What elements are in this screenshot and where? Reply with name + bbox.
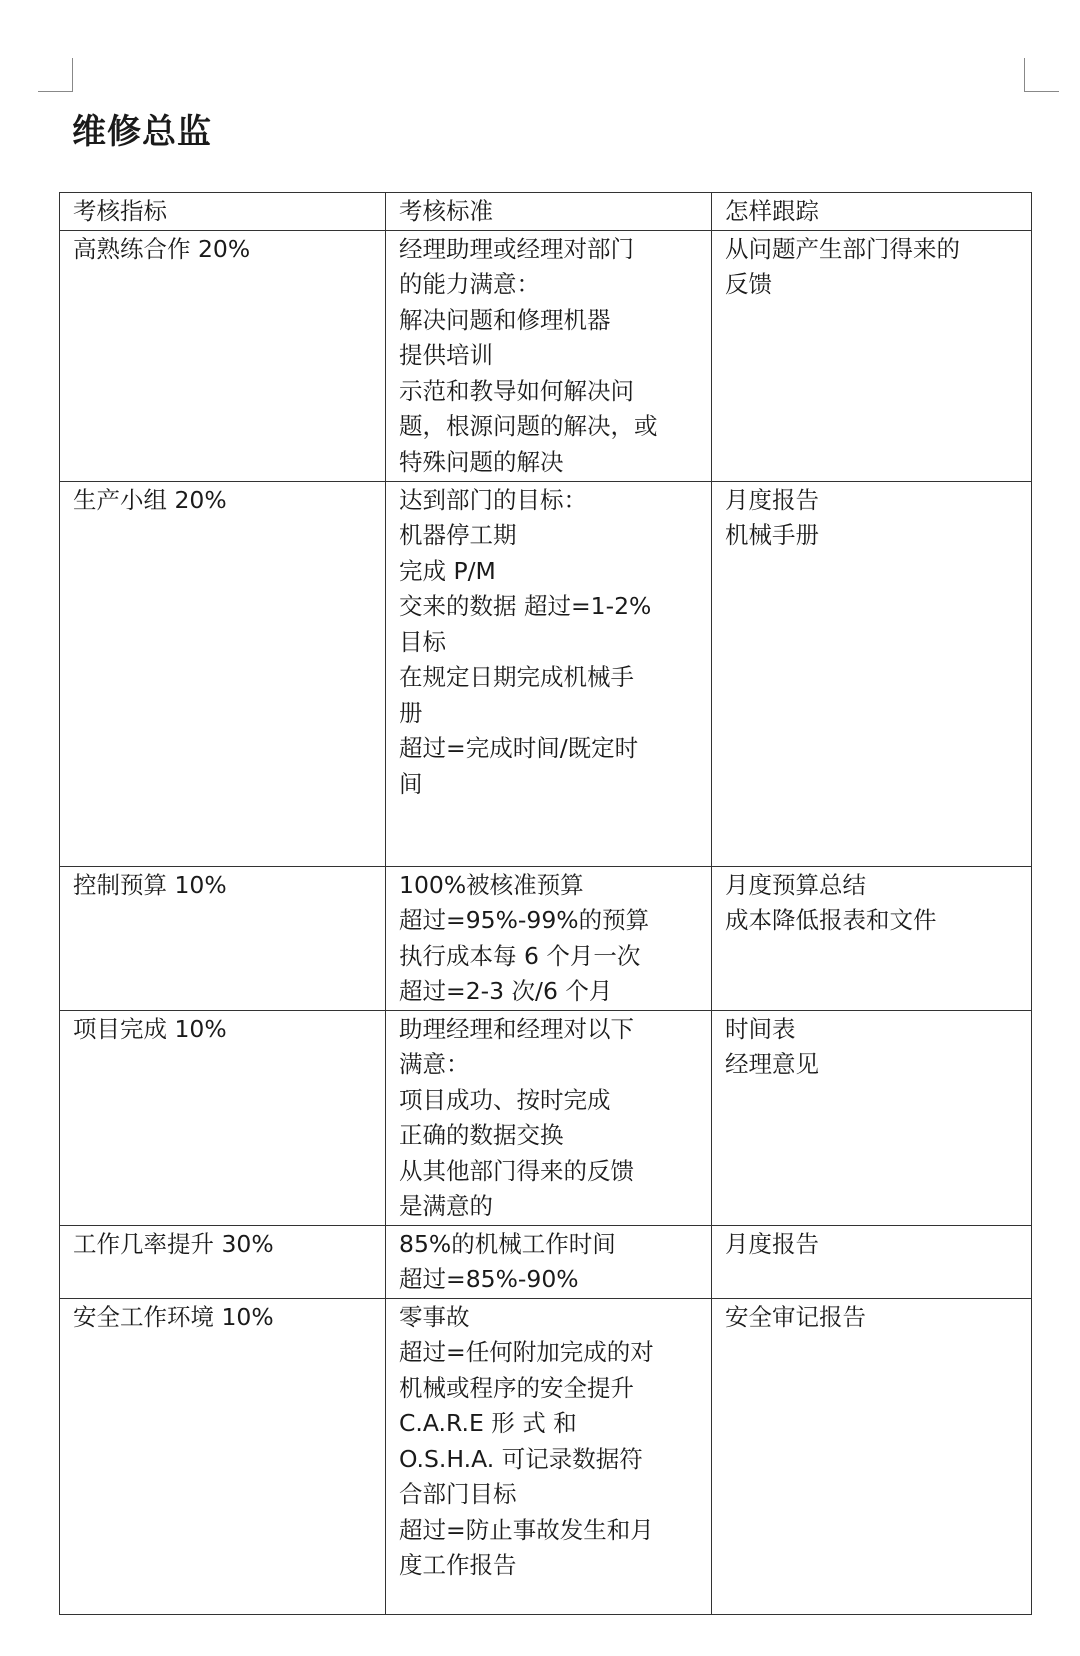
standard-line: 目标 (399, 627, 446, 656)
standard-cell (386, 230, 712, 481)
standard-line: 机器停工期 (399, 521, 517, 549)
tracking-line: 经理意见 (725, 1050, 819, 1078)
standard-line: 册 (399, 698, 423, 727)
standard-line: 解决问题和修理机器 (399, 305, 611, 334)
tracking-line: 月度预算总结 (725, 870, 866, 899)
header-indicator: 考核指标 (60, 193, 386, 231)
table-row (60, 1298, 1032, 1614)
standard-line: 经理助理或经理对部门 (399, 234, 634, 263)
standard-line: O.S.H.A. 可记录数据符 (399, 1444, 643, 1473)
indicator-cell: 高熟练合作 20% (60, 230, 386, 481)
table-row (60, 230, 1032, 481)
standard-line: 题，根源问题的解决，或 (399, 412, 658, 440)
indicator-cell: 控制预算 10% (60, 866, 386, 1010)
standard-line: 交来的数据 超过=1-2% (399, 592, 652, 620)
standard-cell (386, 1010, 712, 1225)
standard-line: C.A.R.E 形 式 和 (399, 1409, 577, 1437)
standard-line: 项目成功、按时完成 (399, 1085, 611, 1114)
standard-line: 满意： (399, 1050, 470, 1078)
tracking-line: 反馈 (725, 270, 772, 298)
standard-line: 是满意的 (399, 1192, 493, 1220)
page-corner-mark-right (1024, 58, 1059, 92)
standard-line: 超过=完成时间/既定时 (399, 734, 639, 762)
standard-cell (386, 1298, 712, 1614)
standard-line: 正确的数据交换 (399, 1121, 564, 1149)
table-row (60, 1225, 1032, 1298)
document-title: 维修总监 (72, 112, 212, 152)
tracking-cell (712, 866, 1032, 1010)
standard-line: 在规定日期完成机械手 (399, 663, 634, 691)
tracking-line: 月度报告 (725, 1229, 819, 1258)
standard-line: 超过=2-3 次/6 个月 (399, 977, 613, 1005)
indicator-cell: 生产小组 20% (60, 481, 386, 866)
standard-line: 从其他部门得来的反馈 (399, 1156, 634, 1185)
standard-line: 度工作报告 (399, 1551, 517, 1579)
standard-line: 超过=任何附加完成的对 (399, 1338, 654, 1366)
standard-line: 超过=95%-99%的预算 (399, 906, 650, 934)
table-row (60, 481, 1032, 866)
indicator-cell: 项目完成 10% (60, 1010, 386, 1225)
table-header-row (60, 193, 1032, 231)
standard-line: 机械或程序的安全提升 (399, 1373, 634, 1402)
header-standard: 考核标准 (386, 193, 712, 231)
standard-line: 助理经理和经理对以下 (399, 1014, 634, 1043)
tracking-cell (712, 1010, 1032, 1225)
standard-cell (386, 481, 712, 866)
tracking-line: 时间表 (725, 1014, 796, 1043)
standard-line: 特殊问题的解决 (399, 447, 564, 476)
standard-line: 执行成本每 6 个月一次 (399, 941, 641, 970)
tracking-line: 安全审记报告 (725, 1302, 866, 1331)
standard-line: 合部门目标 (399, 1480, 517, 1508)
tracking-line: 机械手册 (725, 521, 819, 549)
standard-line: 100%被核准预算 (399, 870, 584, 899)
indicator-cell: 安全工作环境 10% (60, 1298, 386, 1614)
standard-cell (386, 1225, 712, 1298)
standard-line: 达到部门的目标： (399, 485, 587, 514)
standard-line: 超过=防止事故发生和月 (399, 1515, 654, 1544)
standard-line: 零事故 (399, 1302, 470, 1331)
standard-line: 85%的机械工作时间 (399, 1229, 616, 1258)
table-row (60, 1010, 1032, 1225)
tracking-cell (712, 230, 1032, 481)
standard-line: 示范和教导如何解决问 (399, 376, 634, 405)
standard-line: 间 (399, 769, 423, 798)
table-row (60, 866, 1032, 1010)
tracking-cell (712, 481, 1032, 866)
tracking-cell (712, 1225, 1032, 1298)
tracking-line: 从问题产生部门得来的 (725, 234, 960, 263)
page-corner-mark-left (38, 58, 73, 92)
standard-line: 的能力满意： (399, 270, 540, 298)
header-tracking: 怎样跟踪 (712, 193, 1032, 231)
standard-line: 完成 P/M (399, 556, 496, 585)
tracking-line: 月度报告 (725, 485, 819, 514)
tracking-cell (712, 1298, 1032, 1614)
kpi-table (59, 192, 1032, 1615)
indicator-cell: 工作几率提升 30% (60, 1225, 386, 1298)
standard-line: 超过=85%-90% (399, 1265, 579, 1293)
standard-line: 提供培训 (399, 341, 493, 369)
tracking-line: 成本降低报表和文件 (725, 906, 937, 934)
standard-cell (386, 866, 712, 1010)
